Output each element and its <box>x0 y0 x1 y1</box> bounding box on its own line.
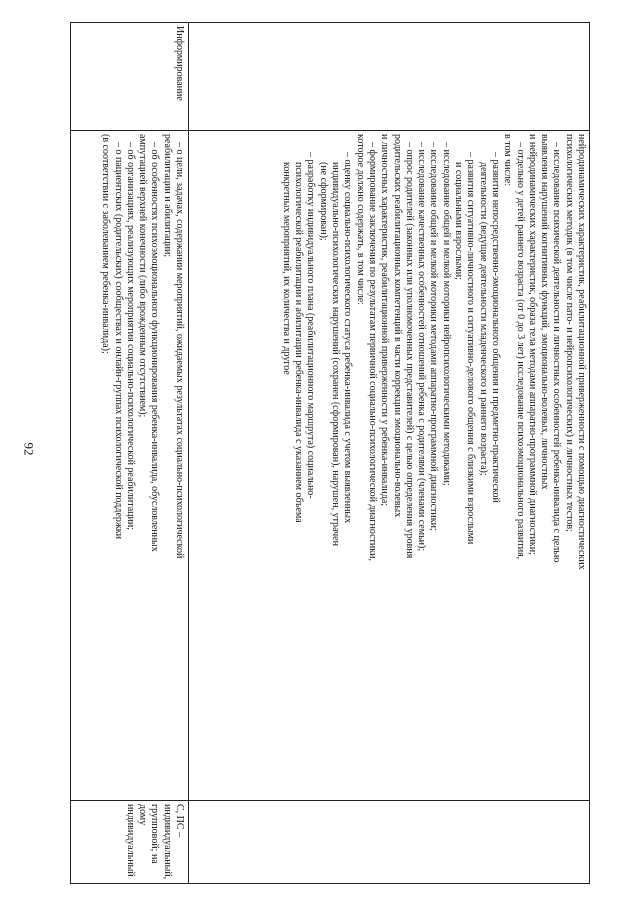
row2-service: С, ПС – индивидуальный, групповой; на дому индивидуальный <box>124 804 185 880</box>
content-line: – развития непосредственно-эмоционального общения и предметно-практической <box>489 152 501 503</box>
content-line: – исследование общей и мелкой моторики нейропсихологическими методиками; <box>440 142 452 486</box>
content-line: родительских реабилитационных компетенций в части коррекции эмоционально-волевых <box>391 134 403 518</box>
column-section-label <box>71 23 589 131</box>
rotated-table <box>70 22 590 884</box>
content-line: деятельности (ведущие деятельности младенческого и раннего возраста); <box>477 162 489 476</box>
content-line: – исследование общей и мелкой моторики методами аппаратно-программной диагностики; <box>428 142 440 531</box>
row1-label <box>189 23 589 131</box>
content-line: конкретных мероприятий, их количества и другое <box>280 162 292 375</box>
page-number: 92 <box>21 442 37 456</box>
content-line: – разработку индивидуального плана (реабилитационного маршрута) социально- <box>305 152 317 499</box>
content-line: нейродинамических характеристик, реабилитационной приверженности с помощью диагностических <box>576 134 587 570</box>
content-line: – исследование качественных особенностей отношений ребенка с родителями (членами семьи); <box>416 142 428 552</box>
content-line: реабилитации и абилитации; <box>161 134 173 258</box>
content-line: в том числе: <box>502 134 514 187</box>
column-content <box>71 131 589 801</box>
content-line: психологической реабилитации и абилитации ребенка-инвалида с указанием объема <box>293 162 305 523</box>
content-line: – оценку социально-психологического статуса ребенка-инвалида с учетом выявленных <box>342 152 354 524</box>
content-line: (в соответствии с заболеванием ребенка-инвалида); <box>100 134 112 354</box>
content-line: – развития ситуативно-личностного и ситуативно-делового общения с близкими взрослыми <box>465 152 477 545</box>
row1-content <box>278 131 589 801</box>
content-line: – опрос родителей (законных или уполномоченных представителей) с целью определения уровня <box>403 142 415 559</box>
content-line: и социальными взрослыми; <box>453 162 465 280</box>
content-line: – об организациях, реализующих мероприятия социально-психологической реабилитации; <box>124 142 136 530</box>
row1-service <box>585 801 589 889</box>
content-line: – исследование психической деятельности и личностных особенностей ребенка-инвалида с целью <box>551 142 563 563</box>
content-line: – о цели, задачах, содержании мероприятий, ожидаемых результатах социально-психологической <box>174 142 185 559</box>
content-line: и личностных характеристик, реабилитационной приверженности у ребенка-инвалида; <box>379 134 391 507</box>
row2-content <box>97 131 187 801</box>
content-line: – отдельно у детей раннего возраста (от 0 до 3 лет) исследование психоэмоционального развития, <box>514 142 526 560</box>
content-line: – о пациентских (родительских) сообществах и онлайн-группах психологической поддержки <box>112 142 124 539</box>
content-line: ампутацией верхней конечности (либо врожденным отсутствием); <box>137 134 149 418</box>
content-line: которое должно содержать, в том числе: <box>354 134 366 306</box>
content-line: выявления нарушений когнитивных функций, эмоционально-волевых, личностных <box>539 134 551 490</box>
content-line: – об особенностях психоэмоционального функционирования ребенка-инвалида, обусловленных <box>149 142 161 552</box>
content-line: – формирование заключения по результатам первичной социально-психологической диагностики, <box>366 142 378 561</box>
row-divider <box>188 23 189 883</box>
content-line: психологических методик (в том числе пато- и нейропсихологических) и личностных тестов; <box>563 134 575 532</box>
content-line: и нейродинамических характеристик, образа тела методами аппаратно-программной диагностики; <box>526 134 538 555</box>
row2-label: Информирование <box>174 26 185 101</box>
content-line: (не сформирован); <box>317 162 329 241</box>
content-line: индивидуально-психологических нарушений (сохранен (сформирован), нарушен, утрачен <box>330 162 342 546</box>
column-service-form <box>71 801 589 883</box>
